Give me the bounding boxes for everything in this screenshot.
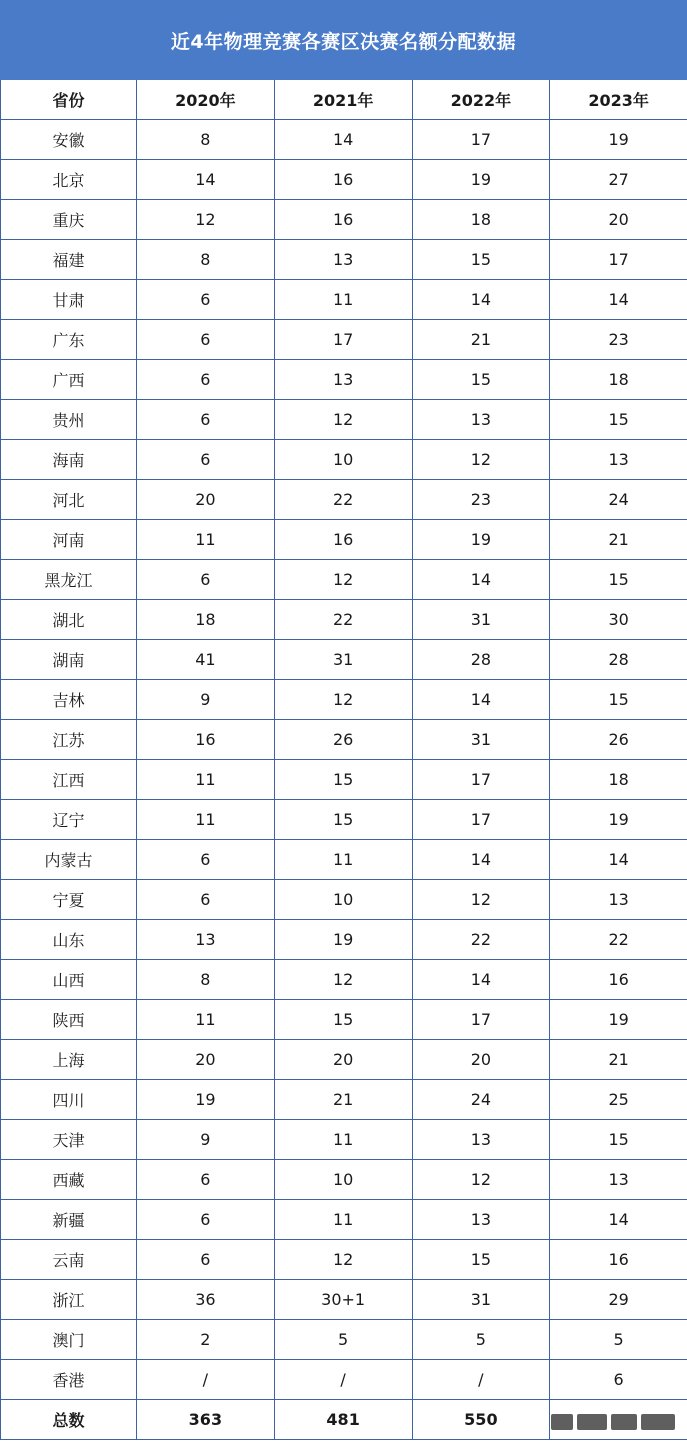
cell-y2023: 16 bbox=[550, 1240, 687, 1280]
cell-province: 澳门 bbox=[1, 1320, 137, 1360]
cell-y2020: 9 bbox=[137, 1120, 275, 1160]
total-label: 总数 bbox=[1, 1400, 137, 1440]
cell-province: 广东 bbox=[1, 320, 137, 360]
cell-y2020: / bbox=[137, 1360, 275, 1400]
table-row bbox=[1, 280, 687, 320]
cell-province: 内蒙古 bbox=[1, 840, 137, 880]
cell-y2023: 24 bbox=[550, 480, 687, 520]
table-row bbox=[1, 880, 687, 920]
cell-y2021: 5 bbox=[274, 1320, 412, 1360]
total-row bbox=[1, 1400, 687, 1440]
cell-y2022: 14 bbox=[412, 840, 550, 880]
cell-y2022: 17 bbox=[412, 760, 550, 800]
cell-y2020: 8 bbox=[137, 120, 275, 160]
cell-y2023: 27 bbox=[550, 160, 687, 200]
total-2020: 363 bbox=[137, 1400, 275, 1440]
cell-y2021: 12 bbox=[274, 680, 412, 720]
cell-y2021: 13 bbox=[274, 360, 412, 400]
cell-y2023: 23 bbox=[550, 320, 687, 360]
cell-y2020: 13 bbox=[137, 920, 275, 960]
cell-province: 新疆 bbox=[1, 1200, 137, 1240]
cell-y2023: 16 bbox=[550, 960, 687, 1000]
cell-y2023: 6 bbox=[550, 1360, 687, 1400]
cell-y2021: 16 bbox=[274, 520, 412, 560]
cell-y2022: 21 bbox=[412, 320, 550, 360]
cell-y2020: 11 bbox=[137, 1000, 275, 1040]
table-row bbox=[1, 1200, 687, 1240]
cell-province: 江苏 bbox=[1, 720, 137, 760]
cell-y2023: 21 bbox=[550, 520, 687, 560]
cell-province: 西藏 bbox=[1, 1160, 137, 1200]
cell-y2021: 22 bbox=[274, 480, 412, 520]
cell-y2021: 16 bbox=[274, 200, 412, 240]
cell-y2023: 28 bbox=[550, 640, 687, 680]
table-row bbox=[1, 1080, 687, 1120]
cell-y2020: 6 bbox=[137, 360, 275, 400]
cell-y2023: 17 bbox=[550, 240, 687, 280]
cell-province: 云南 bbox=[1, 1240, 137, 1280]
cell-y2023: 19 bbox=[550, 1000, 687, 1040]
table-row bbox=[1, 1240, 687, 1280]
table-row bbox=[1, 800, 687, 840]
cell-y2020: 2 bbox=[137, 1320, 275, 1360]
cell-y2023: 18 bbox=[550, 760, 687, 800]
cell-y2023: 22 bbox=[550, 920, 687, 960]
header-2020: 2020年 bbox=[137, 80, 275, 120]
cell-province: 吉林 bbox=[1, 680, 137, 720]
cell-y2023: 13 bbox=[550, 1160, 687, 1200]
table-row bbox=[1, 1320, 687, 1360]
cell-y2020: 8 bbox=[137, 960, 275, 1000]
cell-y2023: 13 bbox=[550, 880, 687, 920]
cell-y2023: 20 bbox=[550, 200, 687, 240]
total-2022: 550 bbox=[412, 1400, 550, 1440]
cell-province: 天津 bbox=[1, 1120, 137, 1160]
table-row bbox=[1, 1160, 687, 1200]
table-row bbox=[1, 1360, 687, 1400]
table-row bbox=[1, 600, 687, 640]
cell-y2021: 30+1 bbox=[274, 1280, 412, 1320]
table-row bbox=[1, 680, 687, 720]
cell-y2022: 17 bbox=[412, 800, 550, 840]
cell-province: 北京 bbox=[1, 160, 137, 200]
cell-province: 重庆 bbox=[1, 200, 137, 240]
table-row bbox=[1, 560, 687, 600]
cell-y2022: 14 bbox=[412, 280, 550, 320]
cell-y2023: 26 bbox=[550, 720, 687, 760]
cell-y2022: 13 bbox=[412, 1200, 550, 1240]
cell-province: 江西 bbox=[1, 760, 137, 800]
cell-y2020: 9 bbox=[137, 680, 275, 720]
cell-y2021: 15 bbox=[274, 760, 412, 800]
cell-y2020: 6 bbox=[137, 1200, 275, 1240]
cell-y2020: 6 bbox=[137, 440, 275, 480]
cell-y2022: 14 bbox=[412, 560, 550, 600]
cell-y2022: 28 bbox=[412, 640, 550, 680]
cell-y2022: 15 bbox=[412, 360, 550, 400]
table-row bbox=[1, 160, 687, 200]
cell-province: 福建 bbox=[1, 240, 137, 280]
cell-province: 贵州 bbox=[1, 400, 137, 440]
table-header-row bbox=[1, 80, 687, 120]
cell-y2020: 11 bbox=[137, 800, 275, 840]
cell-y2020: 6 bbox=[137, 1160, 275, 1200]
table-row bbox=[1, 1040, 687, 1080]
page-title: 近4年物理竞赛各赛区决赛名额分配数据 bbox=[0, 0, 687, 80]
cell-province: 四川 bbox=[1, 1080, 137, 1120]
table-body bbox=[1, 120, 687, 1400]
cell-y2021: 12 bbox=[274, 960, 412, 1000]
cell-y2020: 6 bbox=[137, 840, 275, 880]
cell-province: 河南 bbox=[1, 520, 137, 560]
cell-y2022: 19 bbox=[412, 160, 550, 200]
cell-y2020: 8 bbox=[137, 240, 275, 280]
cell-y2023: 15 bbox=[550, 400, 687, 440]
cell-y2021: 19 bbox=[274, 920, 412, 960]
cell-province: 山东 bbox=[1, 920, 137, 960]
cell-y2023: 13 bbox=[550, 440, 687, 480]
cell-y2023: 19 bbox=[550, 800, 687, 840]
cell-y2023: 30 bbox=[550, 600, 687, 640]
cell-province: 湖北 bbox=[1, 600, 137, 640]
cell-y2021: 12 bbox=[274, 400, 412, 440]
cell-y2020: 20 bbox=[137, 480, 275, 520]
cell-y2022: 14 bbox=[412, 680, 550, 720]
cell-y2020: 6 bbox=[137, 880, 275, 920]
table-row bbox=[1, 200, 687, 240]
cell-y2020: 6 bbox=[137, 400, 275, 440]
cell-y2021: 15 bbox=[274, 800, 412, 840]
cell-y2022: 22 bbox=[412, 920, 550, 960]
cell-y2021: 11 bbox=[274, 840, 412, 880]
cell-province: 广西 bbox=[1, 360, 137, 400]
header-2023: 2023年 bbox=[550, 80, 687, 120]
table-row bbox=[1, 1000, 687, 1040]
header-2022: 2022年 bbox=[412, 80, 550, 120]
table-row bbox=[1, 840, 687, 880]
cell-y2021: 15 bbox=[274, 1000, 412, 1040]
header-province: 省份 bbox=[1, 80, 137, 120]
cell-province: 辽宁 bbox=[1, 800, 137, 840]
cell-y2022: 20 bbox=[412, 1040, 550, 1080]
cell-y2023: 14 bbox=[550, 840, 687, 880]
table-row bbox=[1, 360, 687, 400]
table-row bbox=[1, 480, 687, 520]
cell-y2021: 26 bbox=[274, 720, 412, 760]
cell-province: 山西 bbox=[1, 960, 137, 1000]
cell-province: 香港 bbox=[1, 1360, 137, 1400]
cell-y2020: 20 bbox=[137, 1040, 275, 1080]
cell-y2022: 15 bbox=[412, 1240, 550, 1280]
table-row bbox=[1, 920, 687, 960]
cell-y2021: 11 bbox=[274, 280, 412, 320]
cell-y2020: 11 bbox=[137, 520, 275, 560]
table-row bbox=[1, 1280, 687, 1320]
cell-y2020: 6 bbox=[137, 280, 275, 320]
cell-y2022: 18 bbox=[412, 200, 550, 240]
cell-y2022: 12 bbox=[412, 880, 550, 920]
table-row bbox=[1, 960, 687, 1000]
cell-y2022: 24 bbox=[412, 1080, 550, 1120]
cell-y2021: 10 bbox=[274, 440, 412, 480]
cell-y2020: 12 bbox=[137, 200, 275, 240]
cell-y2023: 14 bbox=[550, 1200, 687, 1240]
cell-province: 湖南 bbox=[1, 640, 137, 680]
table-row bbox=[1, 760, 687, 800]
table-row bbox=[1, 640, 687, 680]
cell-y2022: 13 bbox=[412, 1120, 550, 1160]
cell-y2020: 6 bbox=[137, 320, 275, 360]
table-row bbox=[1, 240, 687, 280]
cell-y2020: 36 bbox=[137, 1280, 275, 1320]
cell-y2022: 31 bbox=[412, 600, 550, 640]
cell-y2022: 17 bbox=[412, 1000, 550, 1040]
cell-y2023: 29 bbox=[550, 1280, 687, 1320]
cell-y2020: 16 bbox=[137, 720, 275, 760]
cell-y2021: 20 bbox=[274, 1040, 412, 1080]
cell-y2023: 19 bbox=[550, 120, 687, 160]
cell-y2021: 17 bbox=[274, 320, 412, 360]
cell-y2022: 15 bbox=[412, 240, 550, 280]
cell-y2022: 23 bbox=[412, 480, 550, 520]
cell-province: 黑龙江 bbox=[1, 560, 137, 600]
table-row bbox=[1, 400, 687, 440]
table-row bbox=[1, 1120, 687, 1160]
cell-province: 河北 bbox=[1, 480, 137, 520]
table-row bbox=[1, 320, 687, 360]
cell-y2020: 6 bbox=[137, 560, 275, 600]
cell-y2020: 41 bbox=[137, 640, 275, 680]
cell-y2023: 5 bbox=[550, 1320, 687, 1360]
cell-province: 浙江 bbox=[1, 1280, 137, 1320]
cell-y2020: 11 bbox=[137, 760, 275, 800]
cell-y2023: 15 bbox=[550, 680, 687, 720]
cell-province: 上海 bbox=[1, 1040, 137, 1080]
cell-province: 安徽 bbox=[1, 120, 137, 160]
cell-y2021: 21 bbox=[274, 1080, 412, 1120]
cell-province: 宁夏 bbox=[1, 880, 137, 920]
cell-y2021: 10 bbox=[274, 880, 412, 920]
table-row bbox=[1, 440, 687, 480]
cell-y2021: 12 bbox=[274, 560, 412, 600]
total-2021: 481 bbox=[274, 1400, 412, 1440]
quota-table bbox=[0, 80, 687, 1440]
cell-y2023: 14 bbox=[550, 280, 687, 320]
cell-y2022: 12 bbox=[412, 440, 550, 480]
cell-y2021: 11 bbox=[274, 1120, 412, 1160]
cell-y2021: 13 bbox=[274, 240, 412, 280]
cell-y2022: 14 bbox=[412, 960, 550, 1000]
cell-y2022: / bbox=[412, 1360, 550, 1400]
cell-y2021: 16 bbox=[274, 160, 412, 200]
cell-y2021: / bbox=[274, 1360, 412, 1400]
cell-y2022: 13 bbox=[412, 400, 550, 440]
cell-province: 海南 bbox=[1, 440, 137, 480]
cell-y2020: 18 bbox=[137, 600, 275, 640]
cell-y2020: 6 bbox=[137, 1240, 275, 1280]
cell-y2023: 15 bbox=[550, 1120, 687, 1160]
cell-y2022: 31 bbox=[412, 720, 550, 760]
cell-province: 甘肃 bbox=[1, 280, 137, 320]
cell-y2020: 14 bbox=[137, 160, 275, 200]
cell-y2020: 19 bbox=[137, 1080, 275, 1120]
cell-y2023: 21 bbox=[550, 1040, 687, 1080]
cell-y2022: 31 bbox=[412, 1280, 550, 1320]
cell-y2023: 15 bbox=[550, 560, 687, 600]
cell-y2021: 11 bbox=[274, 1200, 412, 1240]
cell-y2023: 25 bbox=[550, 1080, 687, 1120]
cell-y2022: 12 bbox=[412, 1160, 550, 1200]
cell-y2022: 5 bbox=[412, 1320, 550, 1360]
header-2021: 2021年 bbox=[274, 80, 412, 120]
cell-y2021: 22 bbox=[274, 600, 412, 640]
cell-province: 陕西 bbox=[1, 1000, 137, 1040]
table-row bbox=[1, 720, 687, 760]
table-row bbox=[1, 120, 687, 160]
cell-y2023: 18 bbox=[550, 360, 687, 400]
cell-y2021: 12 bbox=[274, 1240, 412, 1280]
cell-y2021: 10 bbox=[274, 1160, 412, 1200]
cell-y2022: 19 bbox=[412, 520, 550, 560]
cell-y2021: 31 bbox=[274, 640, 412, 680]
total-2023 bbox=[550, 1400, 687, 1440]
table-row bbox=[1, 520, 687, 560]
cell-y2021: 14 bbox=[274, 120, 412, 160]
cell-y2022: 17 bbox=[412, 120, 550, 160]
